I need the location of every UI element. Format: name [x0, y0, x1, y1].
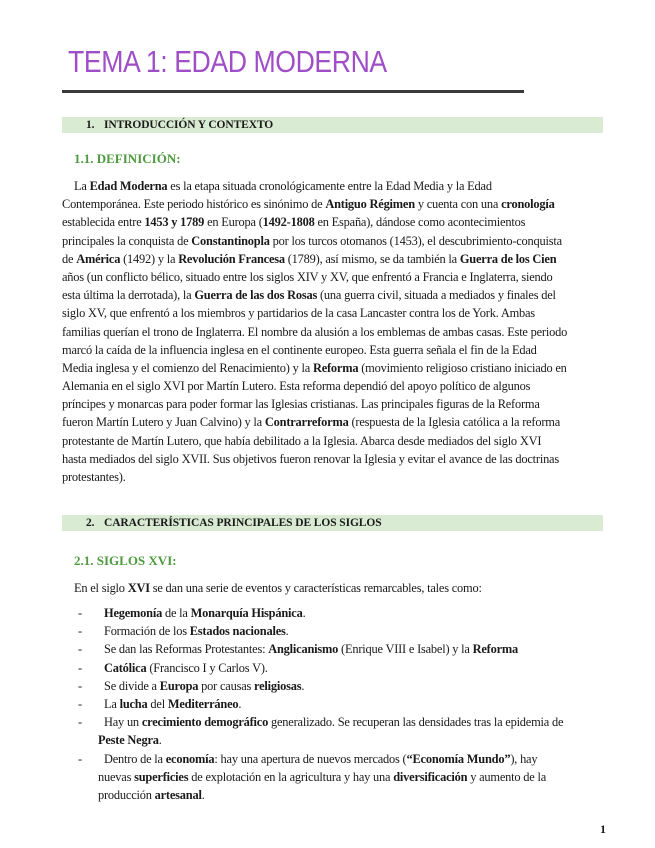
text-run: La [104, 696, 120, 711]
list-item [62, 695, 607, 713]
text-run: (Enrique VIII e Isabel) y la [338, 642, 473, 657]
paragraph-line [62, 468, 605, 486]
bold-term: diversificación [393, 769, 468, 784]
bold-term: Europa [159, 678, 199, 693]
list-item [62, 659, 607, 677]
text-run: por los turcos otomanos (1453), el descubrimiento-conquista [269, 233, 562, 248]
text-run: siglo XV, que enfrentó a los miembros y partidarios de la casa Lancaster contra los de York. Ambas [62, 306, 535, 321]
bold-term: Católica [104, 660, 147, 675]
section-1-heading: INTRODUCCIÓN Y CONTEXTO [104, 119, 274, 131]
text-run: . [302, 606, 306, 620]
text-run: y cuenta con una [414, 197, 502, 212]
list-item [62, 622, 607, 640]
text-run: Dentro de la [104, 751, 166, 766]
text-run: del [147, 696, 168, 711]
paragraph-line [62, 304, 605, 322]
section-2-heading: CARACTERÍSTICAS PRINCIPALES DE LOS SIGLOS [104, 517, 382, 529]
subsection-2-1-heading: 2.1. SIGLOS XVI: [74, 553, 177, 568]
text-run: En el siglo [74, 581, 128, 595]
text-run: se dan una serie de eventos y características remarcables, tales como: [149, 581, 482, 595]
text-run: (una guerra civil, situada a mediados y finales del [317, 288, 556, 303]
paragraph-line [62, 450, 605, 468]
text-run: y aumento de la [467, 769, 547, 784]
text-run: (respuesta de la Iglesia católica a la reforma [348, 415, 561, 430]
text-run: Se divide a [104, 678, 160, 693]
paragraph-line [62, 377, 605, 395]
page-number: 1 [600, 822, 606, 836]
paragraph-line [62, 413, 605, 431]
list-item-text [104, 622, 289, 640]
title-underline [62, 90, 524, 93]
text-run: Formación de los [104, 624, 190, 639]
list-item-text [104, 659, 268, 677]
bold-term: Antiguo Régimen [325, 197, 415, 212]
text-run: (Francisco I y Carlos V). [146, 660, 268, 675]
text-run: por causas [198, 678, 255, 693]
text-run: de explotación en la agricultura y hay una [188, 769, 394, 784]
bold-term: Monarquía Hispánica [190, 606, 303, 620]
text-run: hasta mediados del siglo XVII. Sus objetivos fueron renovar la Iglesia y evitar el avance de las doctrinas [62, 451, 559, 466]
document-title: TEMA 1: EDAD MODERNA [68, 44, 387, 79]
paragraph-line [62, 177, 605, 195]
text-run: ), hay [510, 751, 538, 766]
bullet-dash: - [78, 678, 82, 693]
paragraph-line [62, 286, 605, 304]
paragraph-line [62, 323, 605, 341]
paragraph-line [62, 268, 605, 286]
paragraph-line [62, 395, 605, 413]
text-run: años (un conflicto bélico, situado entre los siglos XIV y XV, que enfrentó a Francia e Inglaterra, siendo [62, 269, 553, 284]
list-item [62, 750, 607, 768]
bold-term: Hegemonía [104, 606, 163, 620]
bullet-dash: - [78, 715, 82, 730]
text-run: . [301, 678, 305, 693]
list-item-text [104, 604, 306, 622]
paragraph-line [62, 195, 605, 213]
bold-term: XVI [127, 581, 150, 595]
text-run: (movimiento religioso cristiano iniciado en [358, 360, 567, 375]
list-item [62, 640, 607, 658]
list-item [62, 604, 607, 622]
bold-term: Guerra de las dos Rosas [194, 288, 318, 303]
text-run: Media inglesa y el comienzo del Renacimiento) y la [62, 360, 313, 375]
text-run: protestante de Martín Lutero, que había debilitado a la Iglesia. Abarca desde mediados del siglo XVI [62, 433, 542, 448]
bold-term: economía [165, 751, 215, 766]
text-run: esta última la derrotada), la [62, 288, 195, 303]
definition-paragraph [62, 177, 605, 486]
text-run: principales la conquista de [62, 233, 192, 248]
bullet-dash: - [78, 606, 82, 620]
bold-term: Edad Moderna [89, 179, 168, 193]
bold-term: Reforma [472, 642, 518, 657]
text-run: (1789), así mismo, se da también la [284, 251, 460, 266]
paragraph-line [62, 432, 605, 450]
list-item-continuation [62, 768, 607, 786]
list-item-text [104, 713, 563, 731]
bold-term: América [76, 251, 121, 266]
text-run: príncipes y monarcas para poder formar las Iglesias cristianas. Las principales figuras de la Reforma [62, 397, 540, 412]
bold-term: Mediterráneo [167, 696, 239, 711]
text-run: en España), dándose como acontecimientos [314, 215, 526, 230]
bold-term: Reforma [312, 360, 359, 375]
list-item-text [104, 695, 241, 713]
section-2-intro [74, 581, 482, 596]
text-run: producción [98, 787, 155, 802]
paragraph-line [62, 250, 605, 268]
section-2-heading-band [62, 515, 603, 531]
bold-term: religiosas [254, 678, 302, 693]
list-item-text [98, 786, 205, 804]
bullet-dash: - [78, 624, 82, 639]
paragraph-line [62, 232, 605, 250]
text-run: Hay un [104, 715, 142, 730]
text-run: de la [162, 606, 191, 620]
text-run: Alemania en el siglo XVI por Martín Lutero. Esta reforma dependió del apoyo político de algunos [62, 379, 531, 394]
text-run: fueron Martín Lutero y Juan Calvino) y la [62, 415, 265, 430]
paragraph-line [62, 359, 605, 377]
characteristics-list [62, 604, 607, 804]
paragraph-line [62, 213, 605, 231]
text-run: . [285, 624, 289, 639]
bullet-dash: - [78, 751, 82, 766]
section-1-heading-band [62, 117, 603, 133]
bold-term: artesanal [154, 787, 202, 802]
list-item-text [104, 677, 304, 695]
text-run: generalizado. Se recuperan las densidades tras la epidemia de [268, 715, 564, 730]
bold-term: Peste Negra [98, 733, 159, 748]
text-run: establecida entre [62, 215, 145, 230]
text-run: . [158, 733, 162, 748]
bold-term: 1492-1808 [262, 215, 315, 230]
bullet-dash: - [78, 642, 82, 657]
text-run: . [238, 696, 242, 711]
subsection-1-1-heading: 1.1. DEFINICIÓN: [74, 151, 181, 166]
text-run: Contemporánea. Este periodo histórico es sinónimo de [62, 197, 326, 212]
bold-term: Estados nacionales [189, 624, 286, 639]
text-run: Se dan las Reformas Protestantes: [104, 642, 269, 657]
paragraph-line [62, 341, 605, 359]
bold-term: Guerra de los Cien [459, 251, 557, 266]
bold-term: Contrarreforma [264, 415, 349, 430]
list-item-continuation [62, 786, 607, 804]
bold-term: Constantinopla [191, 233, 270, 248]
bold-term: superficies [134, 769, 189, 784]
list-item-text [98, 731, 162, 749]
list-item [62, 677, 607, 695]
bold-term: 1453 y 1789 [144, 215, 205, 230]
bold-term: cronología [501, 197, 555, 212]
bold-term: crecimiento demográfico [141, 715, 269, 730]
text-run: es la etapa situada cronológicamente entre la Edad Media y la Edad [167, 179, 492, 193]
section-1-number: 1. [86, 119, 95, 131]
text-run: (1492) y la [120, 251, 179, 266]
text-run: de [62, 251, 77, 266]
list-item-text [104, 750, 537, 768]
bold-term: Anglicanismo [268, 642, 339, 657]
bold-term: lucha [119, 696, 148, 711]
list-item [62, 713, 607, 731]
text-run: : hay una apertura de nuevos mercados ( [214, 751, 407, 766]
bullet-dash: - [78, 696, 82, 711]
text-run: marcó la caída de la influencia inglesa en el continente europeo. Esta guerra señala el fin de la Edad [62, 342, 537, 357]
list-item-text [104, 640, 518, 658]
list-item-text [98, 768, 546, 786]
bold-term: Revolución Francesa [178, 251, 285, 266]
text-run: familias querían el trono de Inglaterra. El nombre da alusión a los emblemas de ambas casas. Este periodo [62, 324, 568, 339]
bold-term: “Economía Mundo” [406, 751, 511, 766]
text-run: protestantes). [62, 470, 126, 484]
bullet-dash: - [78, 660, 82, 675]
text-run: en Europa ( [204, 215, 263, 230]
section-2-number: 2. [86, 517, 95, 529]
text-run: . [201, 787, 205, 802]
text-run: nuevas [98, 769, 135, 784]
list-item-continuation [62, 731, 607, 749]
text-run: La [74, 179, 90, 193]
